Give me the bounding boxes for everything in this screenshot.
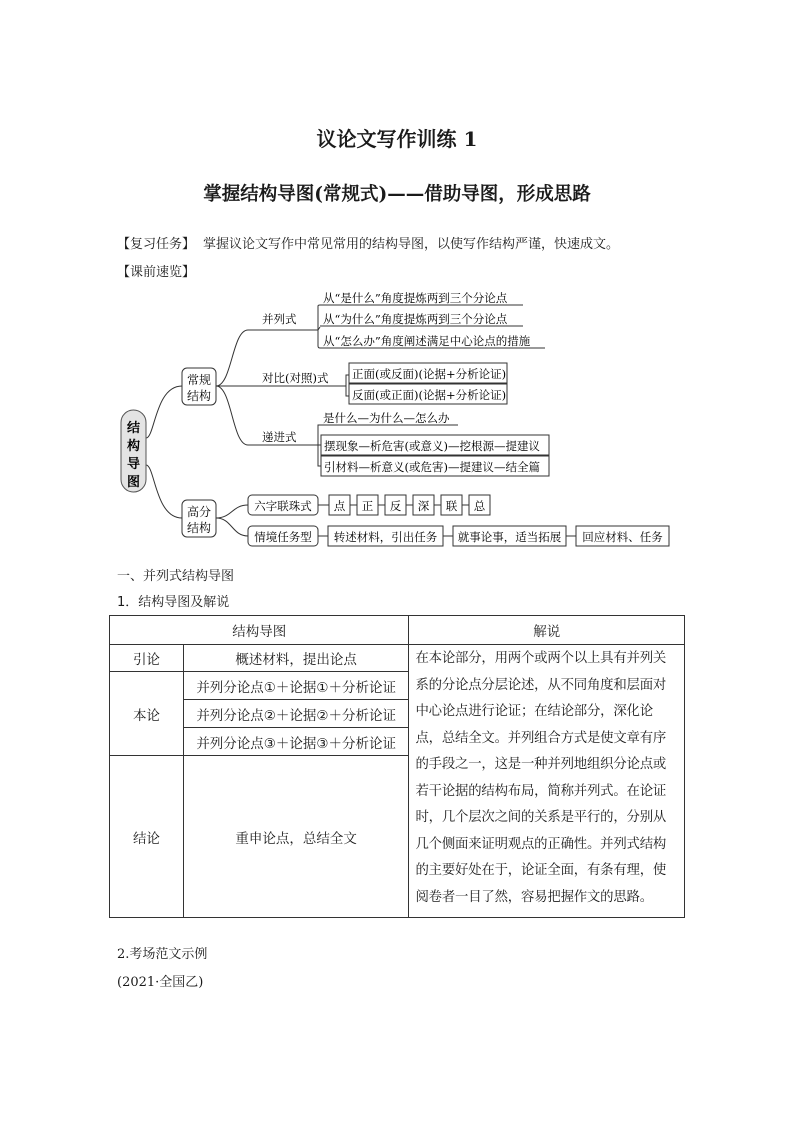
parallel-label: 并列式 bbox=[262, 312, 297, 326]
conclusion-content: 重申论点，总结全文 bbox=[183, 756, 409, 918]
root-char: 导 bbox=[126, 457, 141, 472]
conventional-label: 结构 bbox=[186, 389, 212, 403]
root-char: 构 bbox=[126, 439, 141, 454]
review-task-tag: 【复习任务】 bbox=[117, 237, 196, 252]
parallel-item: 从“为什么”角度提炼两到三个分论点 bbox=[323, 312, 508, 326]
six-char-label: 六字联珠式 bbox=[254, 499, 312, 513]
contrast-label: 对比(对照)式 bbox=[262, 371, 329, 385]
table-header-desc: 解说 bbox=[409, 616, 685, 645]
high-score-label: 高分 bbox=[186, 505, 212, 519]
review-task-text: 掌握议论文写作中常见常用的结构导图，以使写作结构严谨，快速成文。 bbox=[203, 237, 620, 252]
progressive-item: 引材料—析意义(或危害)—提建议—结全篇 bbox=[324, 460, 540, 474]
contrast-item: 反面(或正面)(论据+分析论证) bbox=[352, 388, 507, 402]
page-subtitle: 掌握结构导图(常规式)——借助导图，形成思路 bbox=[203, 184, 591, 205]
page-title: 议论文写作训练 1 bbox=[316, 127, 478, 151]
root-char: 结 bbox=[126, 421, 141, 436]
six-char: 正 bbox=[361, 499, 374, 513]
situational-step-text: 就事论事，适当拓展 bbox=[457, 530, 562, 544]
conventional-label: 常规 bbox=[186, 373, 212, 387]
six-char: 点 bbox=[333, 499, 346, 513]
table-description: 在本论部分，用两个或两个以上具有并列关系的分论点分层论述，从不同角度和层面对中心论点进行论证；在结论部分，深化论点，总结全文。并列组合方式是使文章有序的手段之一，这是一种并列地组织分论点或若干论据的结构布局，简称并列式。在论证时，几个层次之间的关系是平行的，分别从几个侧面来证明观点的正确性。并列式结构的主要好处在于，论证全面，有条有理，使阅卷者一目了然，容易把握作文的思路。 bbox=[409, 645, 685, 918]
body-row: 并列分论点①＋论据①＋分析论证 bbox=[183, 672, 409, 700]
situational-step-text: 转述材料，引出任务 bbox=[333, 530, 438, 544]
body-row: 并列分论点②＋论据②＋分析论证 bbox=[183, 700, 409, 728]
parallel-item: 从“是什么”角度提炼两到三个分论点 bbox=[323, 291, 508, 305]
six-char: 深 bbox=[417, 499, 430, 513]
progressive-label: 递进式 bbox=[262, 430, 297, 444]
intro-label: 引论 bbox=[110, 645, 184, 672]
structure-table bbox=[109, 615, 685, 918]
section2-source: (2021·全国乙) bbox=[117, 975, 204, 990]
section1-subheading: 1．结构导图及解说 bbox=[117, 595, 230, 610]
situational-step-text: 回应材料、任务 bbox=[582, 530, 663, 544]
six-char: 总 bbox=[473, 499, 486, 513]
high-score-label: 结构 bbox=[186, 521, 212, 535]
progressive-item: 摆现象—析危害(或意义)—挖根源—提建议 bbox=[324, 439, 540, 453]
preview-tag: 【课前速览】 bbox=[117, 265, 196, 280]
section2-heading: 2.考场范文示例 bbox=[117, 947, 208, 962]
table-header-map: 结构导图 bbox=[110, 616, 409, 645]
root-char: 图 bbox=[126, 475, 141, 490]
six-char: 反 bbox=[389, 499, 402, 513]
six-char: 联 bbox=[445, 499, 458, 513]
section1-heading: 一、并列式结构导图 bbox=[117, 569, 235, 584]
parallel-item: 从“怎么办”角度阐述满足中心论点的措施 bbox=[323, 334, 531, 348]
situational-label: 情境任务型 bbox=[254, 530, 312, 544]
progressive-item: 是什么—为什么—怎么办 bbox=[323, 411, 450, 425]
contrast-item: 正面(或反面)(论据+分析论证) bbox=[352, 367, 507, 381]
body-row: 并列分论点③＋论据③＋分析论证 bbox=[183, 728, 409, 756]
structure-mindmap bbox=[0, 0, 794, 560]
intro-content: 概述材料，提出论点 bbox=[183, 645, 409, 672]
body-label: 本论 bbox=[110, 672, 184, 756]
conclusion-label: 结论 bbox=[110, 756, 184, 918]
